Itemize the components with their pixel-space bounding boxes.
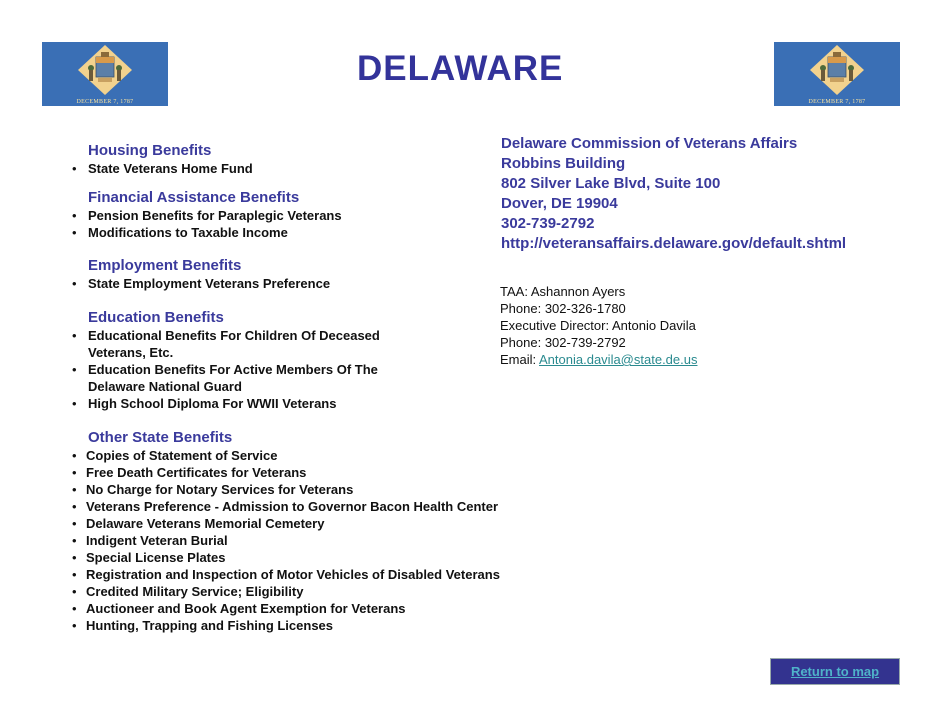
section-heading: Other State Benefits xyxy=(88,429,233,446)
list-item: • Auctioneer and Book Agent Exemption for Veterans xyxy=(72,601,406,616)
list-item: • Indigent Veteran Burial xyxy=(72,533,228,548)
section-heading: Employment Benefits xyxy=(88,257,242,274)
list-item: • Veterans Preference - Admission to Governor Bacon Health Center xyxy=(72,499,499,514)
flag-emblem-icon xyxy=(809,44,865,96)
list-item: • Pension Benefits for Paraplegic Veterans xyxy=(72,208,342,223)
flag-emblem-icon xyxy=(77,44,133,96)
contact-address: 802 Silver Lake Blvd, Suite 100 xyxy=(501,175,721,192)
section-heading: Financial Assistance Benefits xyxy=(88,189,300,206)
contact-city: Dover, DE 19904 xyxy=(501,195,618,212)
flag-date: DECEMBER 7, 1787 xyxy=(808,99,866,105)
benefits-column xyxy=(72,142,572,634)
education-section xyxy=(72,309,572,412)
email-label: Email: xyxy=(500,352,540,367)
director-email-line xyxy=(500,351,697,368)
list-item: • Educational Benefits For Children Of Deceased Veterans, Etc. xyxy=(72,328,380,360)
list-item: • Delaware Veterans Memorial Cemetery xyxy=(72,516,325,531)
contact-building: Robbins Building xyxy=(501,155,626,172)
list-item: • State Veterans Home Fund xyxy=(72,161,253,176)
housing-section xyxy=(72,142,572,177)
list-item: • Special License Plates xyxy=(72,550,226,565)
delaware-flag-left xyxy=(42,42,168,106)
page-title: DELAWARE xyxy=(357,49,564,88)
list-item: • Copies of Statement of Service xyxy=(72,448,278,463)
list-item: • State Employment Veterans Preference xyxy=(72,276,331,291)
list-item: • No Charge for Notary Services for Veterans xyxy=(72,482,354,497)
director-phone: Phone: 302-739-2792 xyxy=(500,335,626,350)
director-name: Executive Director: Antonio Davila xyxy=(500,318,696,333)
contact-phone: 302-739-2792 xyxy=(501,215,595,232)
employment-section xyxy=(72,257,572,292)
financial-section xyxy=(72,189,572,241)
list-item: • Free Death Certificates for Veterans xyxy=(72,465,307,480)
list-item: • Credited Military Service; Eligibility xyxy=(72,584,304,599)
list-item: • Registration and Inspection of Motor Vehicles of Disabled Veterans xyxy=(72,567,500,582)
contact-block xyxy=(501,134,846,254)
taa-name: TAA: Ashannon Ayers xyxy=(500,284,626,299)
list-item: • Hunting, Trapping and Fishing Licenses xyxy=(72,618,334,633)
list-item: • Education Benefits For Active Members Of The Delaware National Guard xyxy=(72,362,378,394)
taa-block xyxy=(500,283,697,368)
section-heading: Education Benefits xyxy=(88,309,224,326)
taa-phone: Phone: 302-326-1780 xyxy=(500,301,626,316)
contact-url[interactable]: http://veteransaffairs.delaware.gov/default.shtml xyxy=(501,235,847,252)
return-to-map-button[interactable]: Return to map xyxy=(770,658,900,685)
flag-date: DECEMBER 7, 1787 xyxy=(76,99,134,105)
contact-org: Delaware Commission of Veterans Affairs xyxy=(501,135,798,152)
email-link[interactable]: Antonia.davila@state.de.us xyxy=(539,352,698,367)
delaware-flag-right xyxy=(774,42,900,106)
list-item: • High School Diploma For WWII Veterans xyxy=(72,396,337,411)
section-heading: Housing Benefits xyxy=(88,142,212,159)
list-item: • Modifications to Taxable Income xyxy=(72,225,288,240)
other-benefits-section xyxy=(72,429,572,634)
